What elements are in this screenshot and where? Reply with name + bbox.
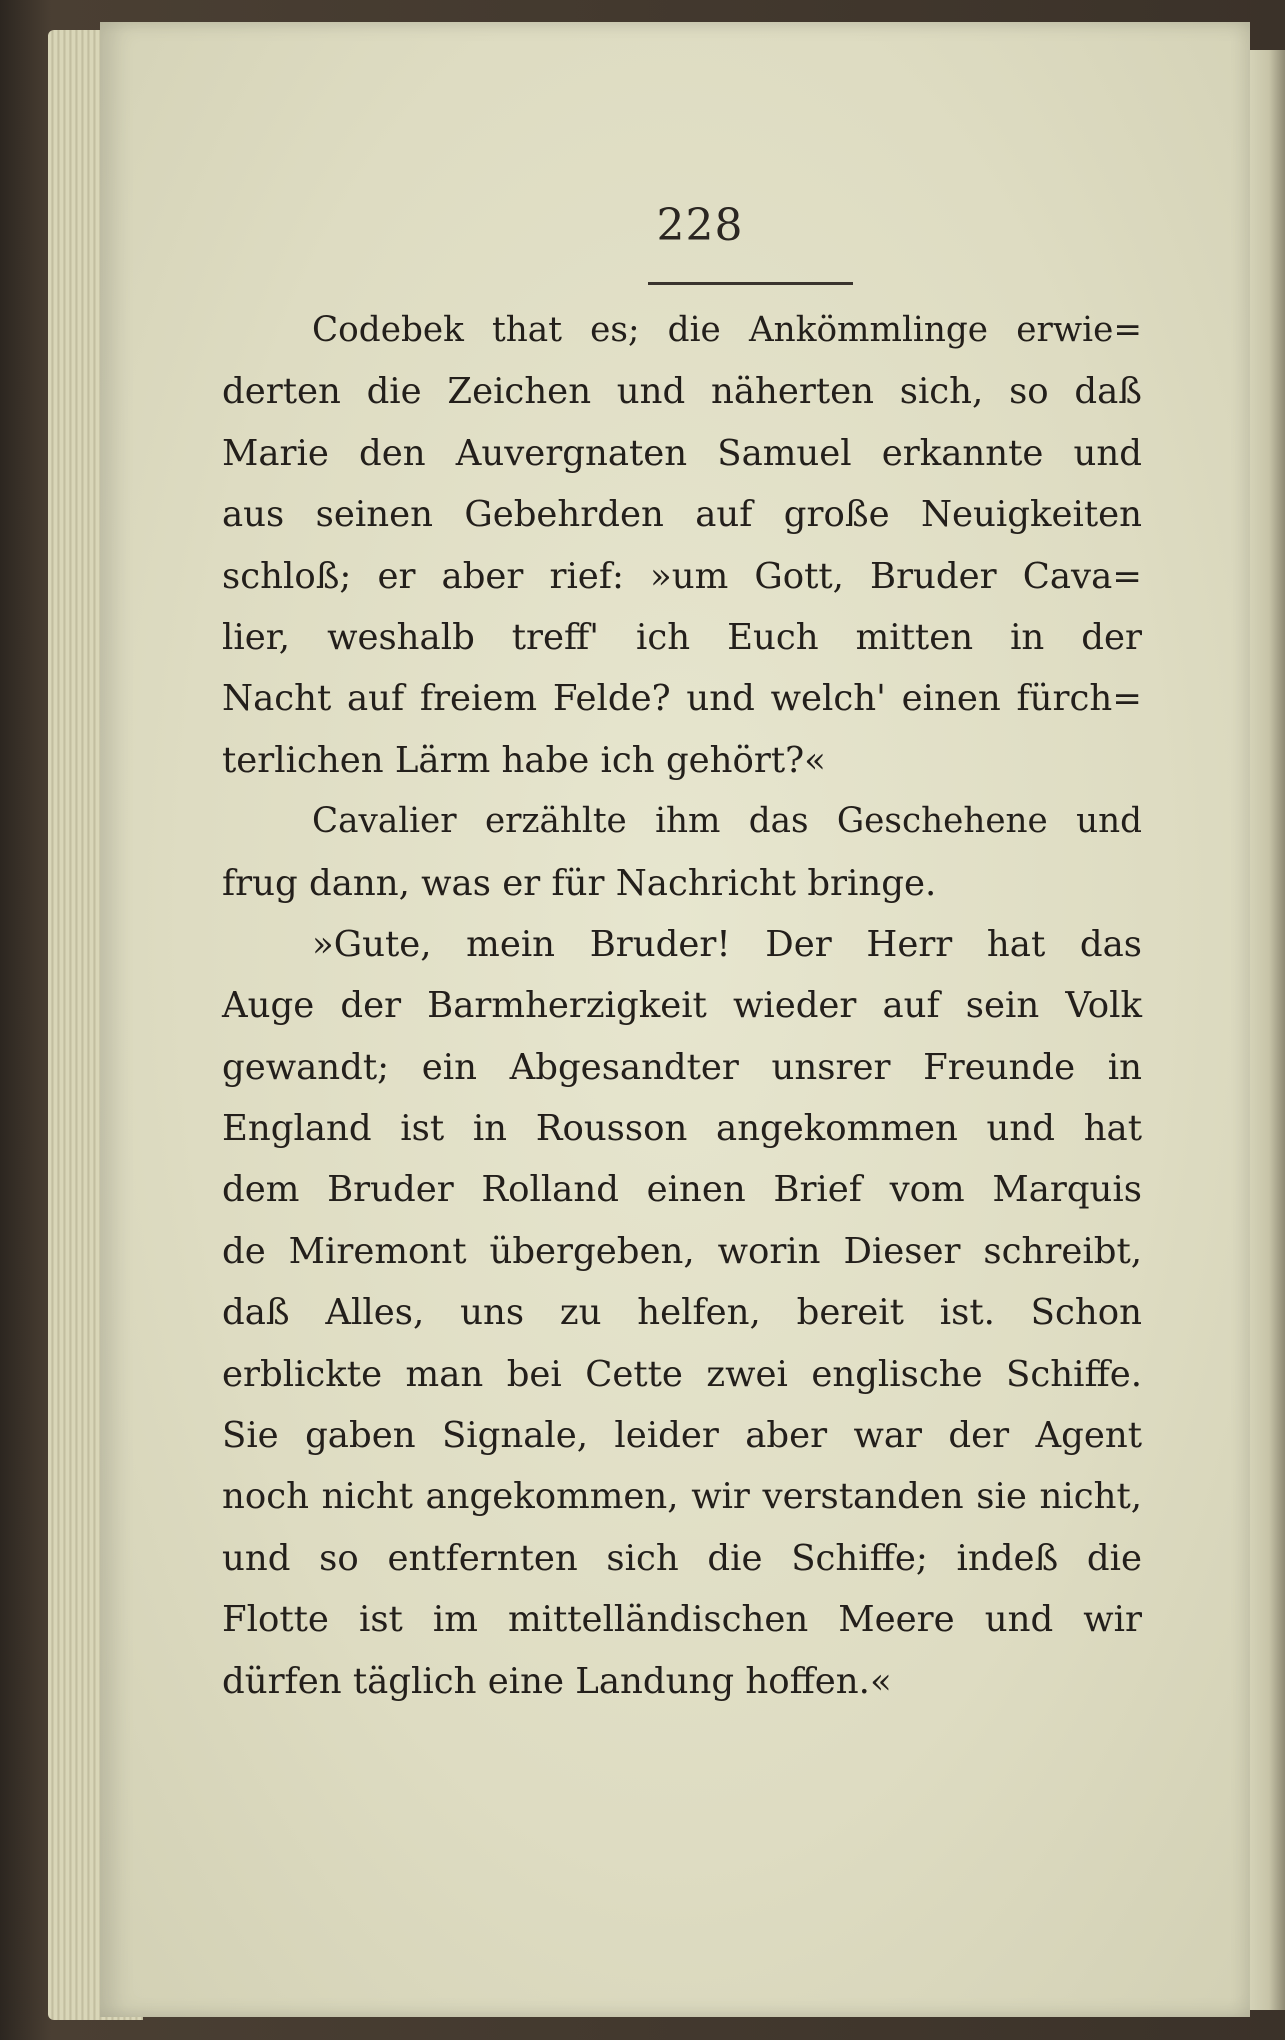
text-line: Flotte ist im mittelländischen Meere und wir: [222, 1599, 1142, 1641]
text-line: terlichen Lärm habe ich gehört?«: [222, 739, 826, 781]
text-line: und so entfernten sich die Schiffe; indeß die: [222, 1537, 1142, 1579]
text-line: Auge der Barmherzigkeit wieder auf sein Volk: [222, 985, 1142, 1027]
text-line: dem Bruder Rolland einen Brief vom Marquis: [222, 1169, 1142, 1211]
next-page-edge: [1245, 50, 1285, 2010]
body-text: [222, 300, 1142, 1712]
text-line: daß Alles, uns zu helfen, bereit ist. Schon: [222, 1292, 1142, 1334]
text-line: »Gute, mein Bruder! Der Herr hat das: [312, 923, 1142, 965]
text-line: derten die Zeichen und näherten sich, so daß: [222, 371, 1142, 413]
text-line: de Miremont übergeben, worin Dieser schreibt,: [222, 1230, 1142, 1272]
text-line: Cavalier erzählte ihm das Geschehene und: [312, 801, 1142, 842]
text-line: England ist in Rousson angekommen und hat: [222, 1108, 1142, 1150]
text-line: erblickte man bei Cette zwei englische Schiffe.: [222, 1353, 1142, 1395]
text-line: Sie gaben Signale, leider aber war der Agent: [222, 1415, 1142, 1457]
paragraph-3: [222, 914, 1142, 1712]
page-number: 228: [656, 200, 744, 251]
paragraph-1: [222, 300, 1142, 791]
text-line: lier, weshalb treff' ich Euch mitten in der: [222, 616, 1142, 658]
text-line: gewandt; ein Abgesandter unsrer Freunde in: [222, 1046, 1142, 1088]
text-line: schloß; er aber rief: »um Gott, Bruder Cava=: [222, 555, 1142, 597]
text-line: Nacht auf freiem Felde? und welch' einen fürch=: [222, 678, 1142, 720]
text-line: noch nicht angekommen, wir verstanden sie nicht,: [222, 1476, 1142, 1518]
text-line: aus seinen Gebehrden auf große Neuigkeiten: [222, 494, 1142, 536]
text-line: Codebek that es; die Ankömmlinge erwie=: [312, 310, 1142, 350]
paragraph-2: [222, 791, 1142, 914]
text-line: frug dann, was er für Nachricht bringe.: [222, 862, 937, 904]
header-rule: [648, 282, 853, 285]
text-line: Marie den Auvergnaten Samuel erkannte und: [222, 432, 1142, 474]
text-line: dürfen täglich eine Landung hoffen.«: [222, 1660, 892, 1702]
